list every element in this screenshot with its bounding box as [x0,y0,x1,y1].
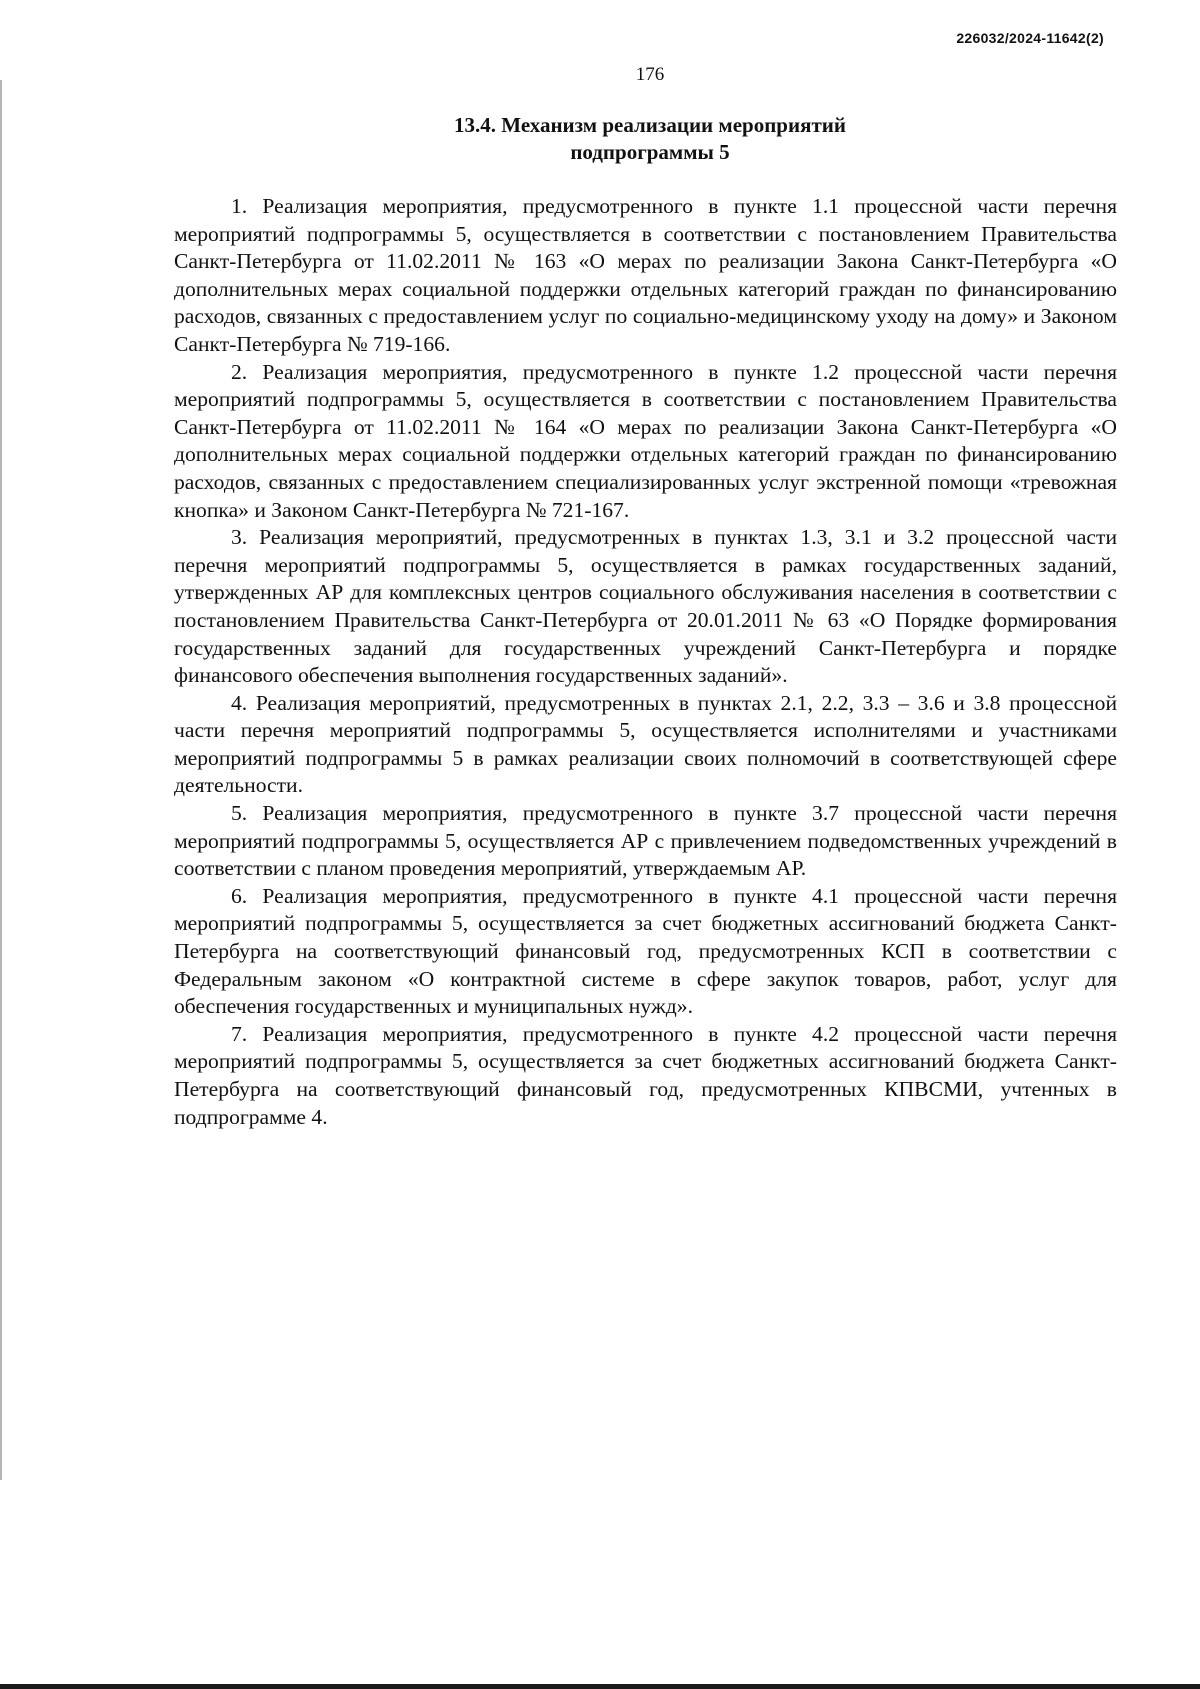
document-registration-number: 226032/2024-11642(2) [956,30,1104,46]
document-body [174,193,1117,1131]
section-title-line-1: 13.4. Механизм реализации мероприятий [454,113,846,137]
paragraph-3: 3. Реализация мероприятий, предусмотренных в пунктах 1.3, 3.1 и 3.2 процессной части перечня мероприятий подпрограммы 5, осуществляется в рамках государственных заданий, утвержденных АР для комплексных центров социального обслуживания населения в соответствии с постановлением Правительства Санкт-Петербурга от 20.01.2011 № 63 «О Порядке формирования государственных заданий для государственных учреждений Санкт-Петербурга и порядке финансового обеспечения выполнения государственных заданий». [174,525,1117,688]
scan-bottom-edge [0,1684,1200,1689]
section-title-line-2: подпрограммы 5 [570,140,730,164]
paragraph-2: 2. Реализация мероприятия, предусмотренного в пункте 1.2 процессной части перечня мероприятий подпрограммы 5, осуществляется в соответствии с постановлением Правительства Санкт-Петербурга от 11.02.2011 № 164 «О мерах по реализации Закона Санкт-Петербурга «О дополнительных мерах социальной поддержки отдельных категорий граждан по финансированию расходов, связанных с предоставлением специализированных услуг экстренной помощи «тревожная кнопка» и Законом Санкт-Петербурга № 721-167. [174,359,1117,522]
paragraph-1: 1. Реализация мероприятия, предусмотренного в пункте 1.1 процессной части перечня мероприятий подпрограммы 5, осуществляется в соответствии с постановлением Правительства Санкт-Петербурга от 11.02.2011 № 163 «О мерах по реализации Закона Санкт-Петербурга «О дополнительных мерах социальной поддержки отдельных категорий граждан по финансированию расходов, связанных с предоставлением услуг по социально-медицинскому уходу на дому» и Законом Санкт-Петербурга № 719-166. [174,194,1117,356]
paragraph-5: 5. Реализация мероприятия, предусмотренного в пункте 3.7 процессной части перечня мероприятий подпрограммы 5, осуществляется АР с привлечением подведомственных учреждений в соответствии с планом проведения мероприятий, утверждаемым АР. [174,801,1117,881]
section-title [0,112,1200,166]
scan-left-edge [0,80,2,1480]
paragraph-7: 7. Реализация мероприятия, предусмотренного в пункте 4.2 процессной части перечня мероприятий подпрограммы 5, осуществляется за счет бюджетных ассигнований бюджета Санкт-Петербурга на соответствующий финансовый год, предусмотренных КПВСМИ, учтенных в подпрограмме 4. [174,1021,1117,1129]
paragraph-6: 6. Реализация мероприятия, предусмотренного в пункте 4.1 процессной части перечня мероприятий подпрограммы 5, осуществляется за счет бюджетных ассигнований бюджета Санкт-Петербурга на соответствующий финансовый год, предусмотренных КСП в соответствии с Федеральным законом «О контрактной системе в сфере закупок товаров, работ, услуг для обеспечения государственных и муниципальных нужд». [174,883,1117,1019]
paragraph-4: 4. Реализация мероприятий, предусмотренных в пунктах 2.1, 2.2, 3.3 – 3.6 и 3.8 процессной части перечня мероприятий подпрограммы 5, осуществляется исполнителями и участниками мероприятий подпрограммы 5 в рамках реализации своих полномочий в соответствующей сфере деятельности. [174,690,1117,798]
page-number: 176 [635,64,665,85]
